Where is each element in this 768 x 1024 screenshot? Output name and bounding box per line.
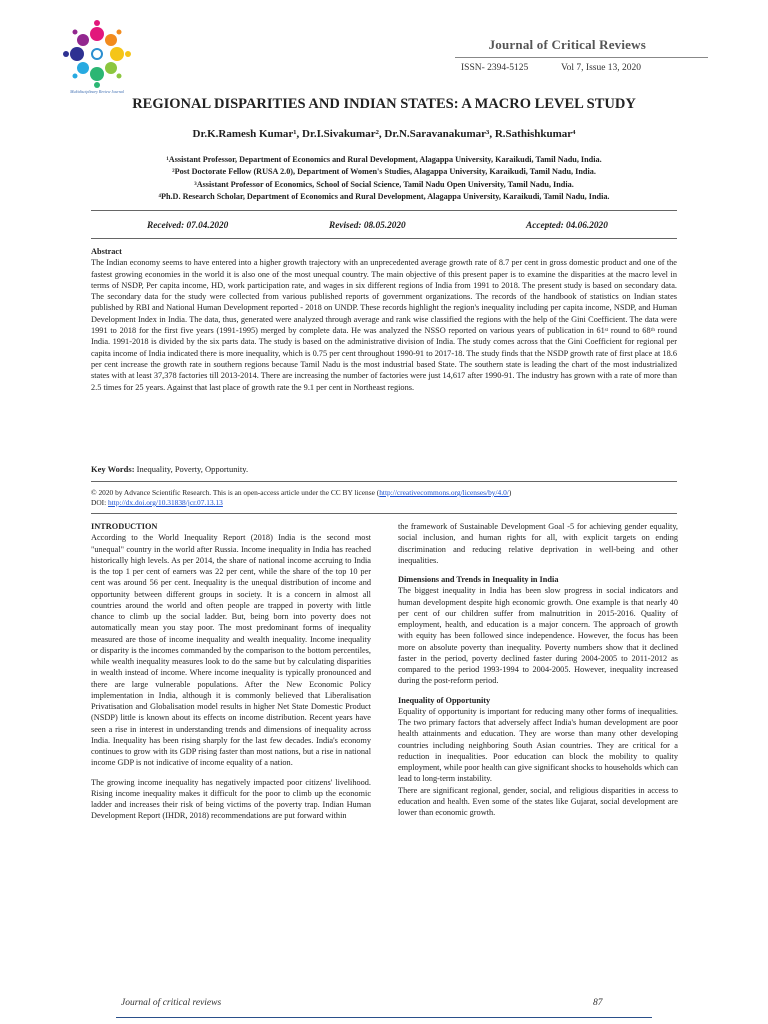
affiliation-1: ¹Assistant Professor, Department of Economics and Rural Development, Alagappa University, Karaikudi, Tamil Nadu, India.	[166, 155, 602, 164]
right-paragraph-1: the framework of Sustainable Development Goal -5 for achieving gender equality, social inclusion, and human rights for all, with explicit targets on ending discrimination and reducing relative deprivation in well-being and other inequalities.	[398, 522, 678, 565]
page-number: 87	[593, 998, 603, 1008]
license-text: © 2020 by Advance Scientific Research. This is an open-access article under the CC BY license (	[91, 488, 380, 497]
logo-caption: Multidisciplinary Review Journal	[70, 89, 124, 94]
affiliation-2: ²Post Doctorate Fellow (RUSA 2.0), Department of Women's Studies, Alagappa University, Karaikudi, Tamil Nadu, India.	[172, 167, 596, 177]
opportunity-paragraph-2: There are significant regional, gender, social, and religious disparities in access to education and health. Even some of the states like Gujarat, social development are lower than economic growth.	[398, 785, 678, 817]
footer-rule	[116, 1017, 652, 1018]
keywords-text: Inequality, Poverty, Opportunity.	[136, 464, 249, 474]
volume-issue: Vol 7, Issue 13, 2020	[561, 63, 642, 73]
paper-title: REGIONAL DISPARITIES AND INDIAN STATES: A MACRO LEVEL STUDY	[132, 96, 636, 112]
authors: Dr.K.Ramesh Kumar¹, Dr.I.Sivakumar², Dr.N.Saravanakumar³, R.Sathishkumar⁴	[192, 128, 576, 140]
footer-journal: Journal of critical reviews	[121, 998, 222, 1008]
introduction-paragraph-2: The growing income inequality has negatively impacted poor citizens' livelihood. Rising income inequality makes it difficult for the poor to climb up the economic ladder and increases their risk of being victims of the poverty trap. Indian Human Development Report (IHDR, 2018) recommendations are put forward within	[91, 777, 371, 821]
dimensions-heading: Dimensions and Trends in Inequality in India	[398, 575, 559, 584]
abstract-text: The Indian economy seems to have entered into a higher growth trajectory with an unprecedented average growth rate of 8.7 per cent in gross domestic product and one of the fastest growing economies in the world it is also one of the most unequal country. The main objective of this present paper is to examine the disparities at the macro level in terms of NSDP, Per capita income, HD, work participation rate, and wages in six different regions of India from 1991 to 2018. The present study is based on secondary data. The secondary data for the study were collected from various published reports of government organizations. The records of the handbook of statistics on Indian states published by RBI and National Human Development reported - 2018 on UNDP. These records highlight the region's inequality including per capita income, NSDP, and Human Development Index in India. The data, thus, generated were analyzed through average and rank wise classified the regions with the help of the Gini Coefficient. The data were 1991 to 2018 for the first five years (1991-1995) merged by complete data. He was analyzed the NSSO reported on various years of publication in 61ˢᵗ round to 68ᵗʰ round India. 1991-2018 is divided by the six parts data. The study is based on the administrative division of India. The study comes across that the Gini Coefficient for regional per capita income of India indicated there is more inequality, which is 0.75 per cent throughout 1990-91 to 2017-18. The study finds that the NSDP growth rate of first place at 18.6 per cent increase the growth rate in southern regions because Tamil Nadu is the most industrial based State. The southern state is leading the chart of the most industrialized states with at least 37,378 factories till 2013-2014. There are increasing the number of factories were just 14,617 after 1990-91. The industry has grown with a rate of more than 2.5 times for 25 years. Against that last place of growth rate the 9.1 per cent in Northeast regions.	[91, 258, 677, 392]
header-rule	[455, 57, 708, 58]
accepted-date: Accepted: 04.06.2020	[526, 221, 608, 231]
dates-bottom-rule	[91, 238, 677, 239]
abstract	[91, 246, 677, 393]
journal-logo	[58, 18, 136, 96]
left-column	[91, 521, 371, 830]
opportunity-paragraph-1: Equality of opportunity is important for reducing many other forms of inequalities. The two primary factors that adversely affect India's human development are poor health attainments and education. They are worse than many other developing countries including neighboring South Asian countries. They are critical for a reduction in inequalities. Poor education can block the mobility to quality employment, while poor health can give significant shocks to households which can lead to long-term instability.	[398, 706, 678, 784]
keywords-label: Key Words:	[91, 464, 135, 474]
license-block	[91, 488, 691, 508]
dates-top-rule	[91, 210, 677, 211]
affiliation-4: ⁴Ph.D. Research Scholar, Department of Economics and Rural Development, Alagappa University, Karaikudi, Tamil Nadu, India.	[158, 191, 610, 201]
affiliation-3: ³Assistant Professor of Economics, School of Social Science, Tamil Nadu Open University, Tamil Nadu, India.	[194, 179, 574, 189]
opportunity-heading: Inequality of Opportunity	[398, 695, 491, 705]
license-link[interactable]: http://creativecommons.org/licenses/by/4.0/	[379, 488, 509, 497]
received-date: Received: 07.04.2020	[147, 221, 229, 231]
doi-link[interactable]: http://dx.doi.org/10.31838/jcr.07.13.13	[108, 498, 223, 507]
license-bottom-rule	[91, 513, 677, 514]
license-close: )	[508, 488, 512, 497]
introduction-heading: INTRODUCTION	[91, 522, 158, 531]
affiliations	[0, 154, 768, 203]
dimensions-paragraph: The biggest inequality in India has been slow progress in social indicators and human development despite high economic growth. One example is that nearly 40 per cent of our children suffer from malnutrition in 2015-2016. Quality of employment, health, and education is a major concern. The approach of growth with equity has been followed since independence. However, the focus has been more on absolute poverty than inequality. Poverty numbers show that it declined faster in the period, poverty declined faster during 2004-2005 to 2011-2012 as compared to the period 1993-1994 to 2004-2005. However, inequality increased during the post-reform period.	[398, 586, 678, 686]
journal-title: Journal of Critical Reviews	[488, 37, 646, 52]
introduction-paragraph-1: According to the World Inequality Report (2018) India is the second most "unequal" country in the world after Russia. Income inequality in India has reached historically high levels. As per 2014, the share of national income accruing to India is the top 1 per cent of earners was 22 per cent, while the share of the top 10 per cent was around 56 per cent. Inequality is the unequal distribution of income and opportunity between different groups in society. It is a concern in almost all countries around the world and often people are trapped in poverty with little chance to climb up the social ladder. But, being born into poverty does not automatically mean you stay poor. The most predominant forms of inequality measured are those of income inequality and wealth inequality. Income inequality or disparity is the incomes commanded by the comparison to the bottom percentiles, while wealth inequality measures look to do the same but by calculating disparities in wealth instead of income. Where income inequality is typically pronounced and there are large vulnerable populations. After the New Economic Policy implementation in India, although it is commonly believed that Liberalisation Privatisation and Globalisation model results in higher Net State Domestic Product (NSDP) little is known about its effects on income distribution. Recent years have seen a rise in interest in understanding trends and dimensions of inequality across India. Inequality has been rising sharply for the last few decades. India's economy continues to grow with its GDP rising faster than most nations, but a rise in national income GDP is not indicative of income equality of a nation.	[91, 533, 371, 768]
keywords	[91, 464, 248, 474]
issn: ISSN- 2394-5125	[461, 63, 529, 73]
revised-date: Revised: 08.05.2020	[329, 221, 406, 231]
doi-label: DOI:	[91, 498, 109, 507]
license-top-rule	[91, 481, 677, 482]
right-column	[398, 521, 678, 826]
abstract-heading: Abstract	[91, 247, 122, 256]
